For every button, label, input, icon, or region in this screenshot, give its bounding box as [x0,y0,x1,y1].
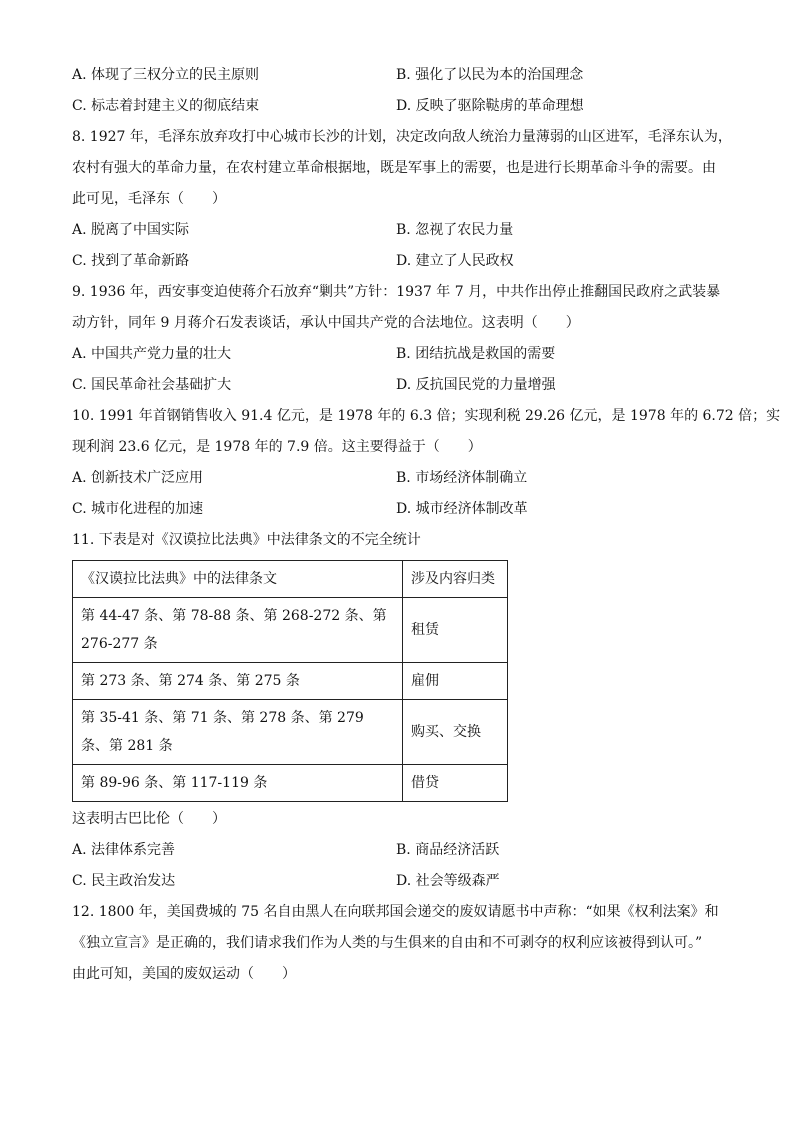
table-header-articles: 《汉谟拉比法典》中的法律条文 [73,561,403,598]
q7-option-c: C. 标志着封建主义的彻底结束 [72,98,260,114]
q11-options-row2 [72,866,724,897]
question-8 [72,122,732,215]
table-row [73,598,508,663]
q8-line-2: 农村有强大的革命力量，在农村建立革命根据地，既是军事上的需要，也是进行长期革命斗争的需要。由 [72,160,716,176]
q9-options-row2 [72,370,724,401]
q8-options-row2 [72,246,724,277]
table-cell-category: 购买、交换 [403,700,508,765]
q7-options-row2 [72,91,724,122]
question-10 [72,401,781,463]
q8-line-1: 8. 1927 年，毛泽东放弃攻打中心城市长沙的计划，决定改向敌人统治力量薄弱的山区进军，毛泽东认为， [72,129,732,145]
q10-line-1: 10. 1991 年首钢销售收入 91.4 亿元，是 1978 年的 6.3 倍；实现利税 29.26 亿元，是 1978 年的 6.72 倍；实 [72,408,781,424]
exam-page [72,60,781,990]
q9-option-b: B. 团结抗战是救国的需要 [396,346,556,362]
table-header-category: 涉及内容归类 [403,561,508,598]
q11-option-d: D. 社会等级森严 [396,873,500,889]
q10-option-b: B. 市场经济体制确立 [396,470,528,486]
q9-line-1: 9. 1936 年，西安事变迫使蒋介石放弃“剿共”方针：1937 年 7 月，中共作出停止推翻国民政府之武装暴 [72,284,721,300]
q11-option-b: B. 商品经济活跃 [396,842,500,858]
q9-options-row1 [72,339,724,370]
q8-options-row1 [72,215,724,246]
q10-options-row1 [72,463,724,494]
table-header-row [73,561,508,598]
table-cell-articles: 第 44-47 条、第 78-88 条、第 268-272 条、第 276-277 条 [73,598,403,663]
table-row [73,700,508,765]
q9-line-2: 动方针，同年 9 月蒋介石发表谈话，承认中国共产党的合法地位。这表明（ ） [72,315,580,331]
q11-option-c: C. 民主政治发达 [72,873,176,889]
q9-option-d: D. 反抗国民党的力量增强 [396,377,556,393]
q7-option-d: D. 反映了驱除鞑虏的革命理想 [396,98,584,114]
table-cell-articles: 第 35-41 条、第 71 条、第 278 条、第 279 条、第 281 条 [73,700,403,765]
table-cell-category: 借贷 [403,765,508,802]
q10-options-row2 [72,494,724,525]
question-12 [72,897,724,990]
q11-intro: 11. 下表是对《汉谟拉比法典》中法律条文的不完全统计 [72,532,421,548]
table-cell-category: 租赁 [403,598,508,663]
q7-options-row1 [72,60,724,91]
table-row [73,765,508,802]
q8-option-d: D. 建立了人民政权 [396,253,514,269]
q9-option-c: C. 国民革命社会基础扩大 [72,377,232,393]
question-9 [72,277,724,339]
q12-line-3: 由此可知，美国的废奴运动（ ） [72,966,296,982]
q8-option-b: B. 忽视了农民力量 [396,222,514,238]
q10-option-c: C. 城市化进程的加速 [72,501,204,517]
law-articles-table [72,560,508,802]
q8-option-a: A. 脱离了中国实际 [72,222,190,238]
q7-option-a: A. 体现了三权分立的民主原则 [72,67,260,83]
q11-stem: 这表明古巴比伦（ ） [72,811,226,827]
table-row [73,663,508,700]
q7-option-b: B. 强化了以民为本的治国理念 [396,67,584,83]
q10-option-d: D. 城市经济体制改革 [396,501,528,517]
q8-line-3: 此可见，毛泽东（ ） [72,191,226,207]
q11-option-a: A. 法律体系完善 [72,842,176,858]
table-cell-articles: 第 89-96 条、第 117-119 条 [73,765,403,802]
q11-options-row1 [72,835,724,866]
table-cell-category: 雇佣 [403,663,508,700]
q12-line-1: 12. 1800 年，美国费城的 75 名自由黑人在向联邦国会递交的废奴请愿书中声称：“如果《权利法案》和 [72,904,719,920]
q10-option-a: A. 创新技术广泛应用 [72,470,204,486]
q8-option-c: C. 找到了革命新路 [72,253,190,269]
q12-line-2: 《独立宣言》是正确的，我们请求我们作为人类的与生俱来的自由和不可剥夺的权利应该被得到认可。” [72,935,703,951]
q10-line-2: 现利润 23.6 亿元，是 1978 年的 7.9 倍。这主要得益于（ ） [72,439,482,455]
q9-option-a: A. 中国共产党力量的壮大 [72,346,232,362]
table-cell-articles: 第 273 条、第 274 条、第 275 条 [73,663,403,700]
